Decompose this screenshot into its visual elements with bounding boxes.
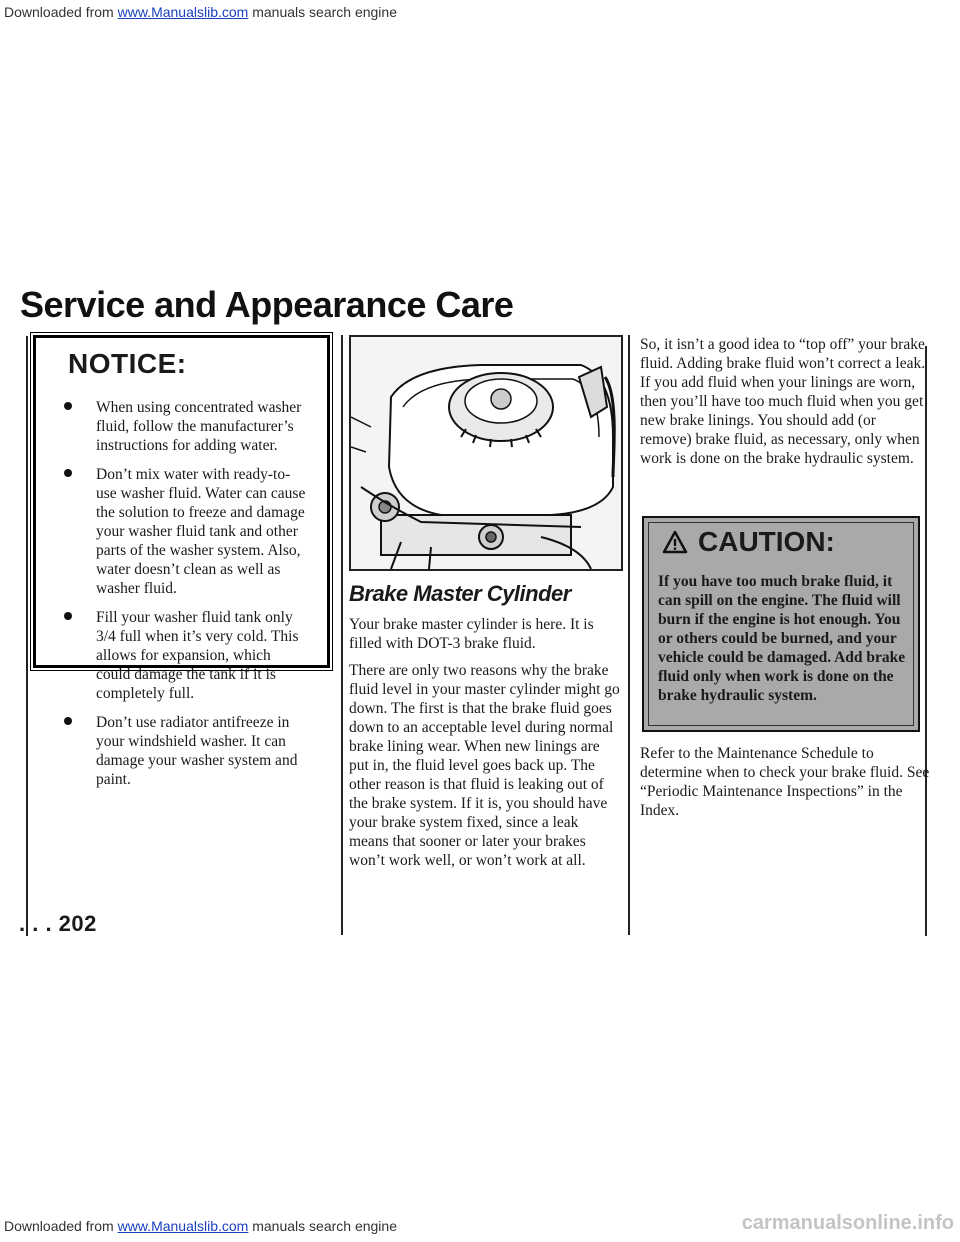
footer-banner [4,1218,397,1234]
banner-suffix: manuals search engine [248,4,397,20]
caution-text: If you have too much brake fluid, it can spill on the engine. The fluid will burn if the engine is hot enough. You or others could be burned, and your vehicle could be damaged. Add brake fluid only when work is done on the brake hydraulic system. [658,573,906,704]
footer-suffix: manuals search engine [248,1218,397,1234]
paragraph: Your brake master cylinder is here. It is filled with DOT-3 brake fluid. [349,616,594,652]
list-item [56,398,309,455]
column-divider-left [26,336,28,936]
notice-item-text: Fill your washer fluid tank only 3/4 full when it’s very cold. This allows for expansion, which could damage the tank if it is completely full. [96,609,299,702]
paragraph: So, it isn’t a good idea to “top off” your brake fluid. Adding brake fluid won’t correct a leak. If you add fluid when your linings are worn, then you’ll have too much fluid when you get new brake linings. You should add (or remove) brake fluid, as necessary, only when work is done on the brake hydraulic system. [640,336,926,467]
section-heading: Brake Master Cylinder [349,581,571,606]
brake-master-cylinder-drawing [351,337,621,569]
manualslib-footer-link[interactable]: www.Manualslib.com [117,1218,249,1234]
caution-heading: CAUTION: [698,526,835,557]
warning-triangle-icon [662,530,688,554]
banner-prefix: Downloaded from [4,4,118,20]
column-three [640,335,930,828]
notice-list [56,398,309,789]
list-item [56,465,309,598]
brake-master-cylinder-illustration [349,335,623,571]
caution-heading-row [662,526,906,558]
download-banner [4,4,397,20]
bullet-icon [64,469,72,477]
list-item [56,608,309,703]
list-item [56,713,309,789]
column-divider-middle-right [628,335,630,935]
bullet-icon [64,717,72,725]
watermark: carmanualsonline.info [741,1212,954,1234]
notice-heading: NOTICE: [68,348,187,379]
manualslib-link[interactable]: www.Manualslib.com [117,4,249,20]
column-two [349,335,621,878]
notice-item-text: Don’t mix water with ready-to-use washer fluid. Water can cause the solution to freeze and damage your washer fluid tank and other parts of the washer system. Also, water doesn’t clean as well as washer fluid. [96,466,306,597]
notice-box [33,335,330,788]
column-one [33,335,333,788]
page-number: . . . 202 [19,911,97,936]
bullet-icon [64,402,72,410]
footer-prefix: Downloaded from [4,1218,118,1234]
caution-box [642,516,920,732]
bullet-icon [64,612,72,620]
paragraph: Refer to the Maintenance Schedule to determine when to check your brake fluid. See “Periodic Maintenance Inspections” in the Index. [640,745,930,819]
page-title: Service and Appearance Care [20,284,514,325]
paragraph: There are only two reasons why the brake fluid level in your master cylinder might go down. The first is that the brake fluid goes down to an acceptable level during normal brake lining wear. When new linings are put in, the fluid level goes back up. The other reason is that fluid is leaking out of the brake system. If it is, you should have your brake system fixed, since a leak means that sooner or later your brakes won’t work well, or won’t work at all. [349,662,620,869]
notice-item-text: When using concentrated washer fluid, follow the manufacturer’s instructions for adding water. [96,399,302,454]
column-divider-middle-left [341,335,343,935]
notice-item-text: Don’t use radiator antifreeze in your windshield washer. It can damage your washer system and paint. [96,714,298,788]
